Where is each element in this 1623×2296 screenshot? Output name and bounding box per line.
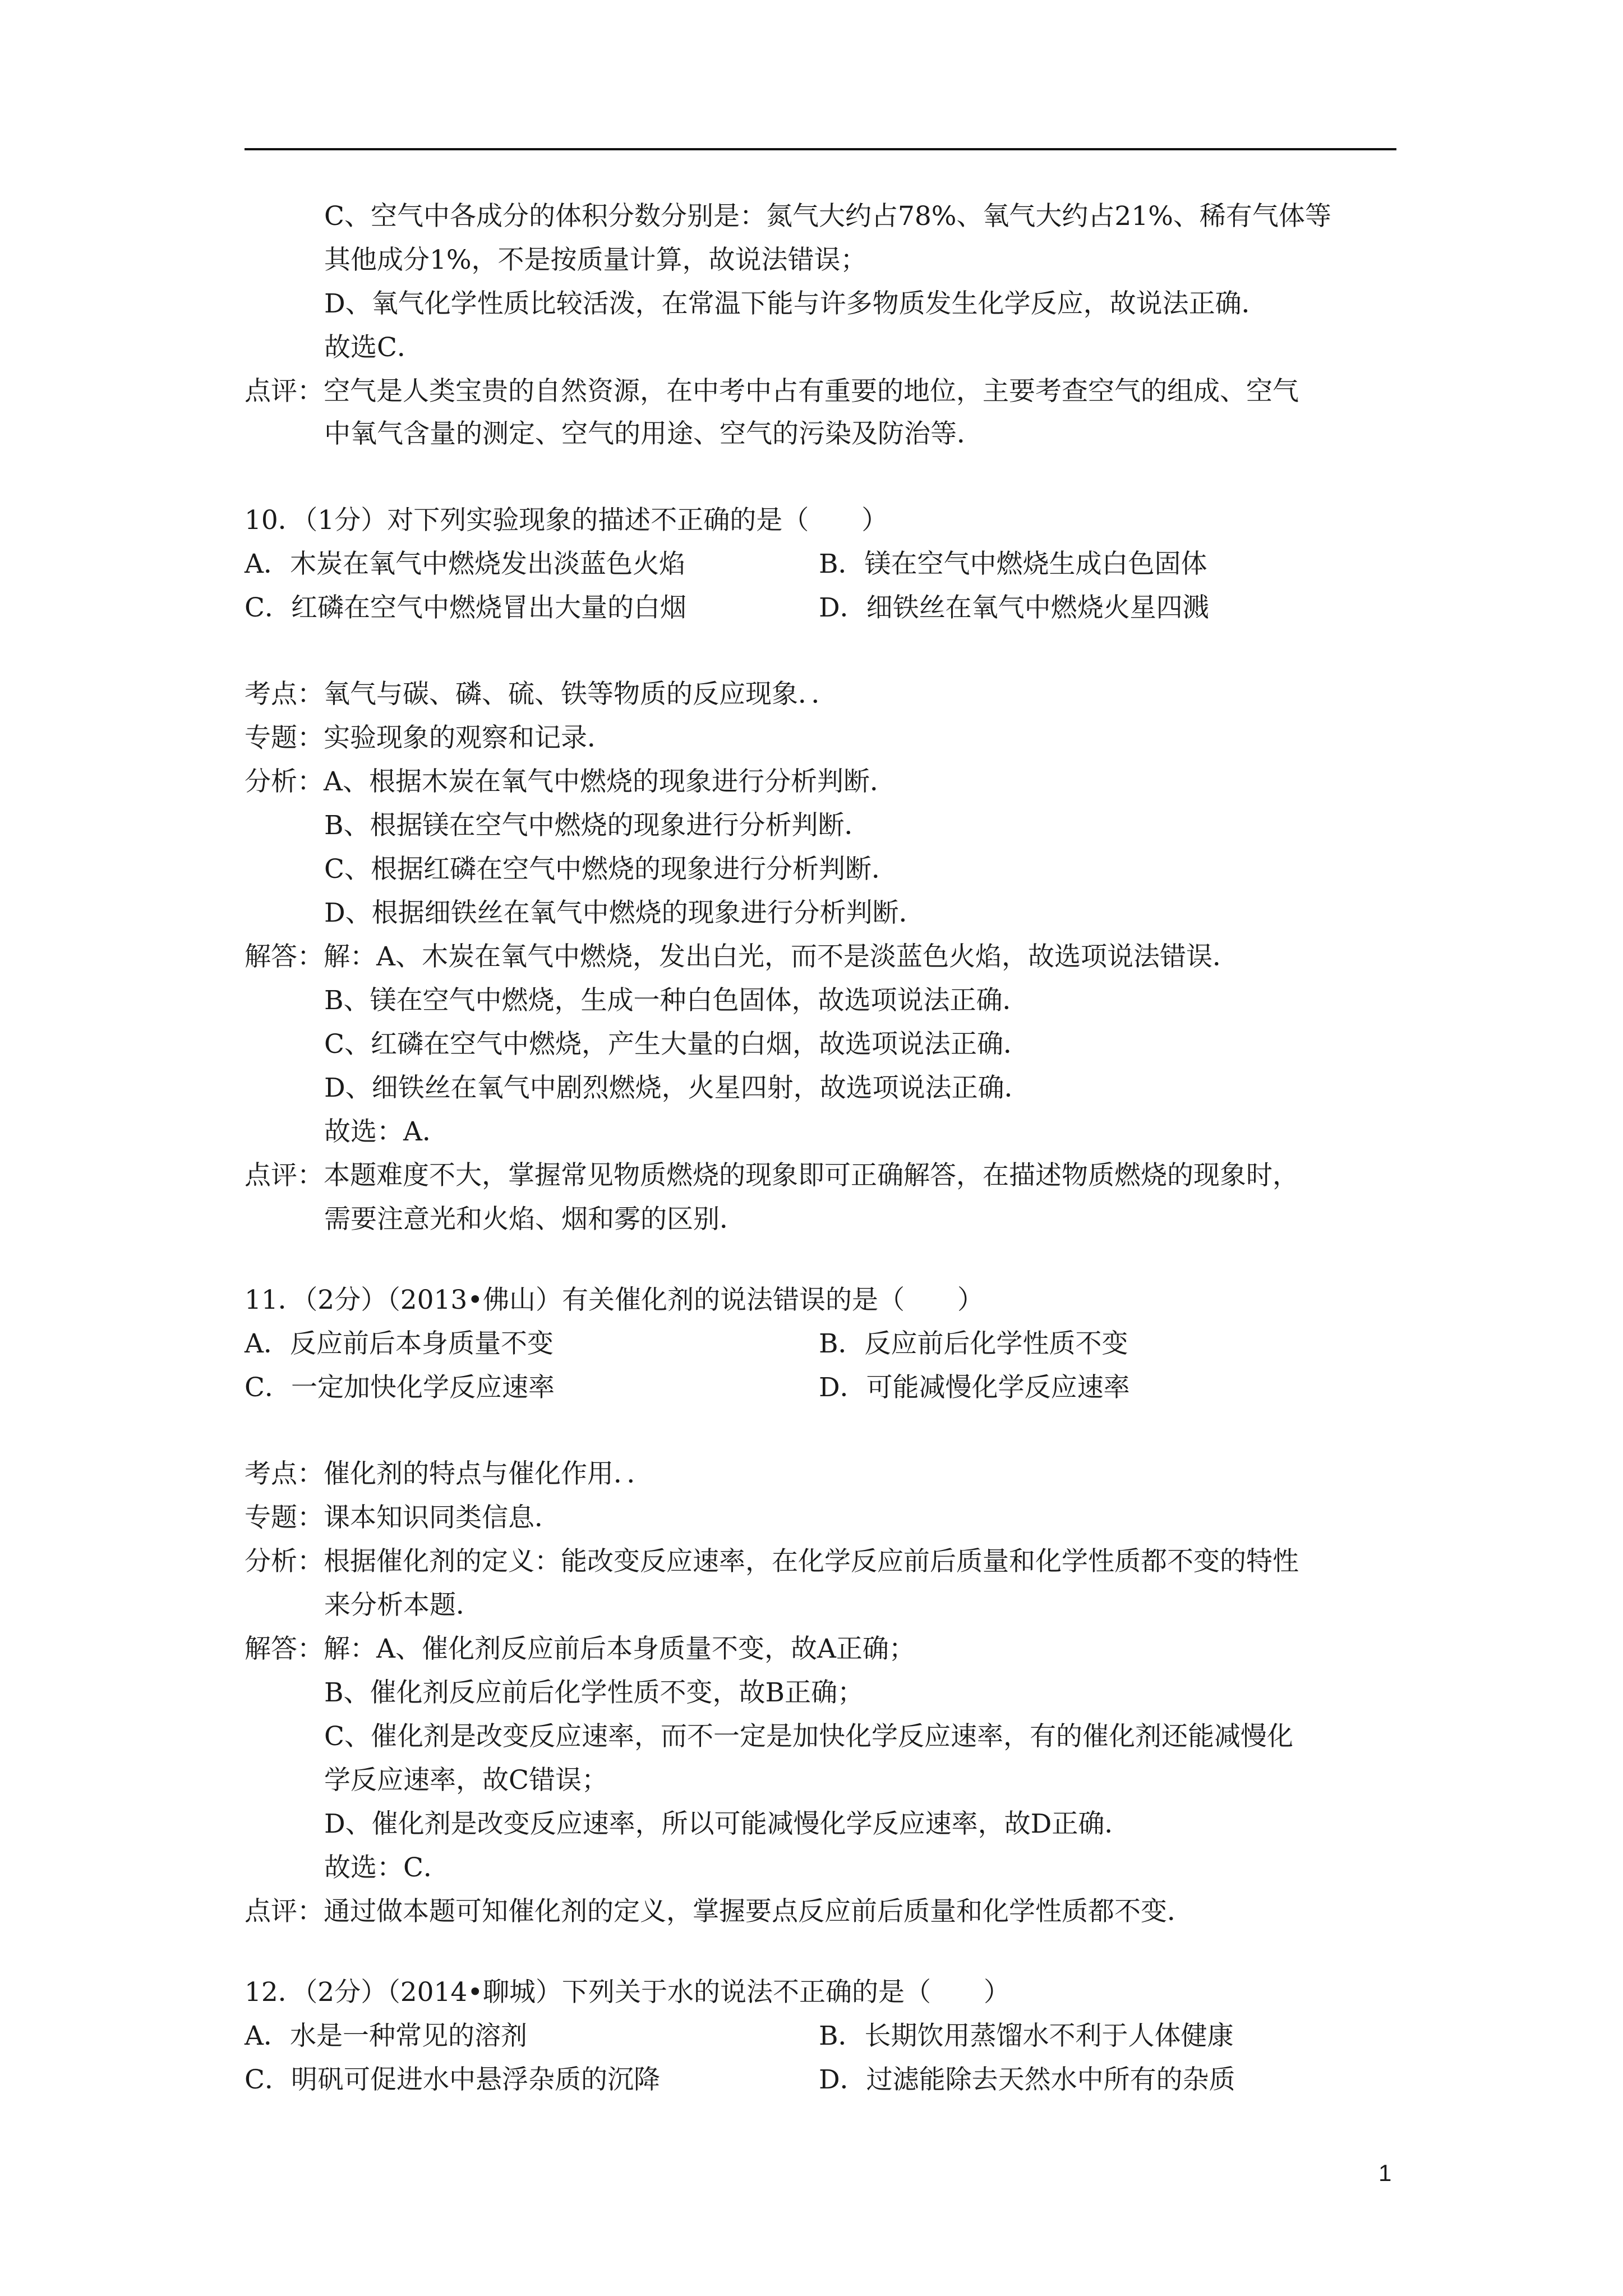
dianping-line: 需要注意光和火焰、烟和雾的区别． <box>324 1204 746 1235</box>
fenxi-line: 来分析本题． <box>324 1590 482 1621</box>
fenxi-line: 分析：A、根据木炭在氧气中燃烧的现象进行分析判断． <box>245 766 896 797</box>
fenxi-line: B、根据镁在空气中燃烧的现象进行分析判断． <box>324 810 871 841</box>
jieda-line: B、镁在空气中燃烧，生成一种白色固体，故选项说法正确． <box>324 985 1029 1016</box>
jieda-line: 故选：C． <box>324 1852 450 1883</box>
dianping-line: 点评：本题难度不大，掌握常见物质燃烧的现象即可正确解答，在描述物质燃烧的现象时， <box>245 1160 1299 1191</box>
fenxi-line: C、根据红磷在空气中燃烧的现象进行分析判断． <box>324 854 898 885</box>
text-line: 其他成分1%，不是按质量计算，故说法错误； <box>324 245 867 275</box>
option-b: B．反应前后化学性质不变 <box>819 1328 1128 1359</box>
dianping-line: 点评：通过做本题可知催化剂的定义，掌握要点反应前后质量和化学性质都不变． <box>245 1896 1193 1927</box>
comment-line: 中氧气含量的测定、空气的用途、空气的污染及防治等． <box>324 418 983 449</box>
option-a: A．木炭在氧气中燃烧发出淡蓝色火焰 <box>245 549 685 579</box>
jieda-line: 故选：A． <box>324 1116 449 1147</box>
jieda-line: C、红磷在空气中燃烧，产生大量的白烟，故选项说法正确． <box>324 1029 1030 1060</box>
question-stem: 10．（1分）对下列实验现象的描述不正确的是（ ） <box>245 505 888 536</box>
zhuanti: 专题：课本知识同类信息． <box>245 1502 561 1533</box>
option-a: A．反应前后本身质量不变 <box>245 1328 554 1359</box>
option-d: D．过滤能除去天然水中所有的杂质 <box>819 2064 1235 2095</box>
text-line: 故选C． <box>324 332 423 363</box>
option-c: C．一定加快化学反应速率 <box>245 1372 555 1403</box>
kaodian: 考点：氧气与碳、磷、硫、铁等物质的反应现象．． <box>245 679 838 710</box>
jieda-line: 解答：解：A、木炭在氧气中燃烧，发出白光，而不是淡蓝色火焰，故选项说法错误． <box>245 941 1239 972</box>
option-c: C．明矾可促进水中悬浮杂质的沉降 <box>245 2064 660 2095</box>
jieda-line: 学反应速率，故C错误； <box>324 1765 608 1796</box>
header-rule <box>245 148 1396 150</box>
jieda-line: C、催化剂是改变反应速率，而不一定是加快化学反应速率，有的催化剂还能减慢化 <box>324 1721 1293 1752</box>
zhuanti: 专题：实验现象的观察和记录． <box>245 723 614 753</box>
option-d: D．可能减慢化学反应速率 <box>819 1372 1130 1403</box>
text-line: D、氧气化学性质比较活泼，在常温下能与许多物质发生化学反应，故说法正确． <box>324 288 1268 319</box>
question-stem: 12．（2分）（2014•聊城）下列关于水的说法不正确的是（ ） <box>245 1977 1011 2008</box>
comment-line: 点评：空气是人类宝贵的自然资源，在中考中占有重要的地位，主要考查空气的组成、空气 <box>245 376 1299 407</box>
question-stem: 11．（2分）（2013•佛山）有关催化剂的说法错误的是（ ） <box>245 1285 984 1315</box>
option-b: B．长期饮用蒸馏水不利于人体健康 <box>819 2021 1234 2051</box>
option-b: B．镁在空气中燃烧生成白色固体 <box>819 549 1207 579</box>
option-a: A．水是一种常见的溶剂 <box>245 2021 527 2051</box>
jieda-line: D、催化剂是改变反应速率，所以可能减慢化学反应速率，故D正确． <box>324 1809 1131 1839</box>
text-line: C、空气中各成分的体积分数分别是：氮气大约占78%、氧气大约占21%、稀有气体等 <box>324 201 1331 232</box>
jieda-line: B、催化剂反应前后化学性质不变，故B正确； <box>324 1677 864 1708</box>
kaodian: 考点：催化剂的特点与催化作用．． <box>245 1458 653 1489</box>
jieda-line: D、细铁丝在氧气中剧烈燃烧，火星四射，故选项说法正确． <box>324 1073 1031 1103</box>
fenxi-line: D、根据细铁丝在氧气中燃烧的现象进行分析判断． <box>324 898 925 928</box>
option-c: C．红磷在空气中燃烧冒出大量的白烟 <box>245 592 686 623</box>
jieda-line: 解答：解：A、催化剂反应前后本身质量不变，故A正确； <box>245 1634 915 1664</box>
page-number: 1 <box>1378 2160 1392 2186</box>
option-d: D．细铁丝在氧气中燃烧火星四溅 <box>819 592 1209 623</box>
fenxi-line: 分析：根据催化剂的定义：能改变反应速率，在化学反应前后质量和化学性质都不变的特性 <box>245 1546 1299 1577</box>
